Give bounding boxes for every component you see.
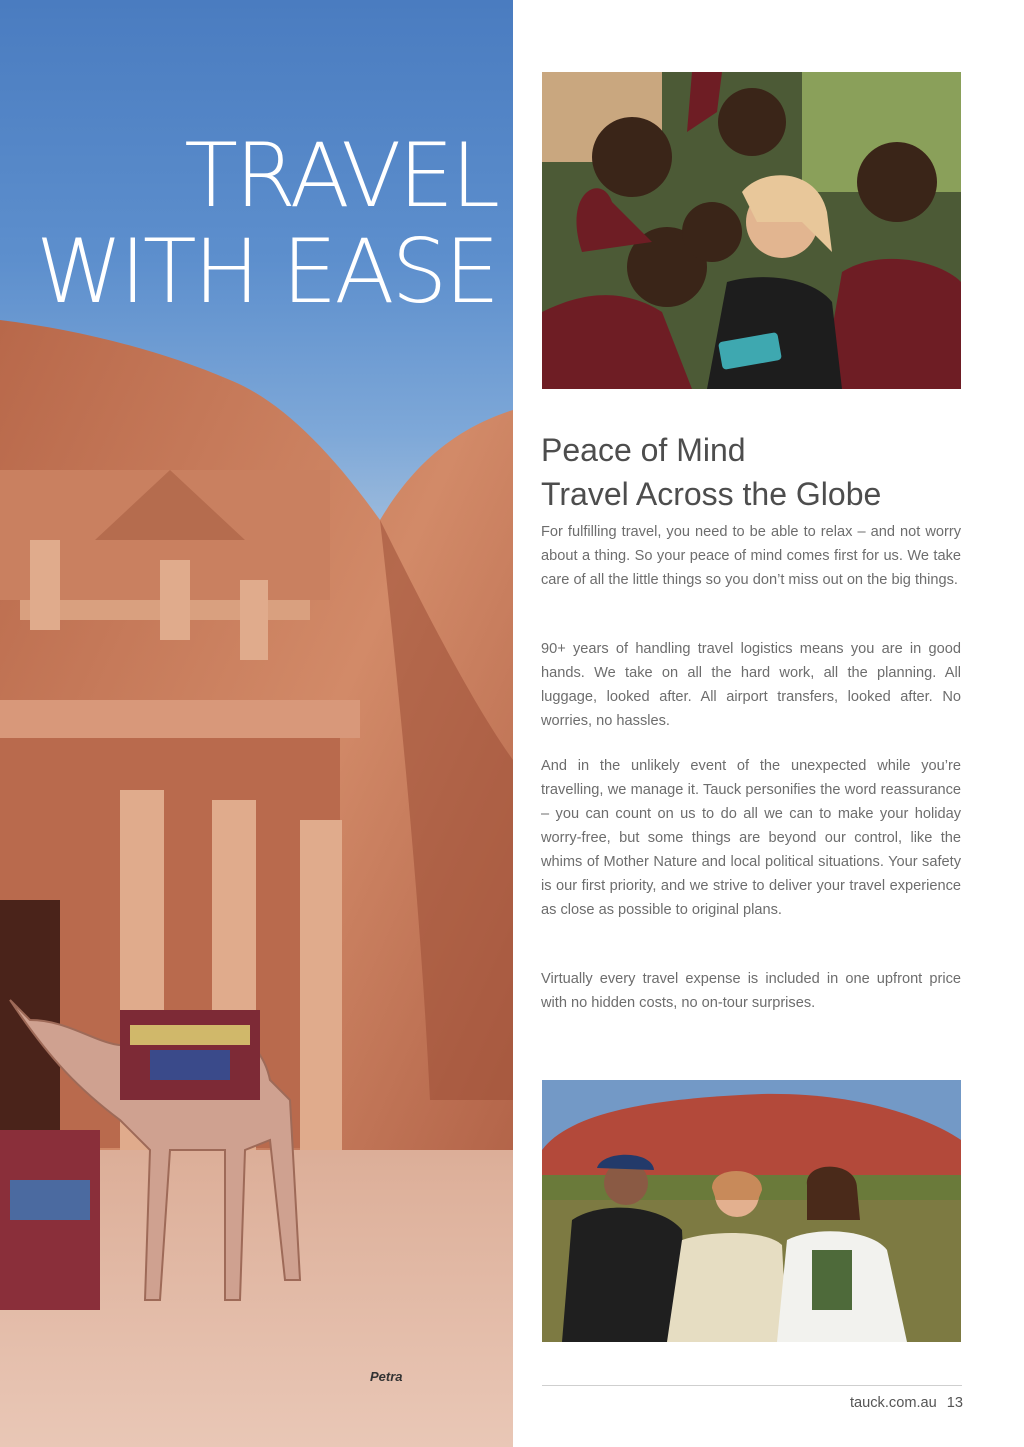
page-footer (850, 1395, 963, 1411)
body-paragraph: 90+ years of handling travel logistics means you are in good hands. We take on all the hard work, all the planning. All luggage, looked after. All airport transfers, looked after. No worries, no hassles. (541, 641, 961, 729)
body-paragraph: For fulfilling travel, you need to be able to relax – and not worry about a thing. So your peace of mind comes first for us. We take care of all the little things so you don’t miss out on the big things. (541, 524, 961, 588)
heading-line-1: Peace of Mind (541, 432, 746, 468)
section-heading (541, 428, 981, 516)
website-link[interactable]: tauck.com.au (849, 1395, 937, 1411)
title-line-1: TRAVEL (184, 124, 497, 227)
body-paragraph: Virtually every travel expense is included in one upfront price with no hidden costs, no on-tour surprises. (541, 971, 961, 1011)
heading-line-2: Travel Across the Globe (541, 476, 882, 512)
title-line-2: WITH EASE (35, 220, 497, 323)
photo-caption: Petra (370, 1369, 403, 1384)
uluru-travelers-photo (542, 1080, 961, 1342)
students-with-traveler-photo (542, 72, 961, 389)
footer-divider (542, 1385, 962, 1386)
body-paragraph: And in the unlikely event of the unexpected while you’re travelling, we manage it. Tauck personifies the word reassurance – you can count on us to do all we can to make your holiday worry-free, but some things are beyond our control, like the whims of Mother Nature and local political situations. Your safety is our first priority, and we strive to deliver your travel experience as close as possible to original plans. (541, 758, 961, 918)
page-title (35, 124, 497, 323)
page-number: 13 (946, 1395, 963, 1411)
